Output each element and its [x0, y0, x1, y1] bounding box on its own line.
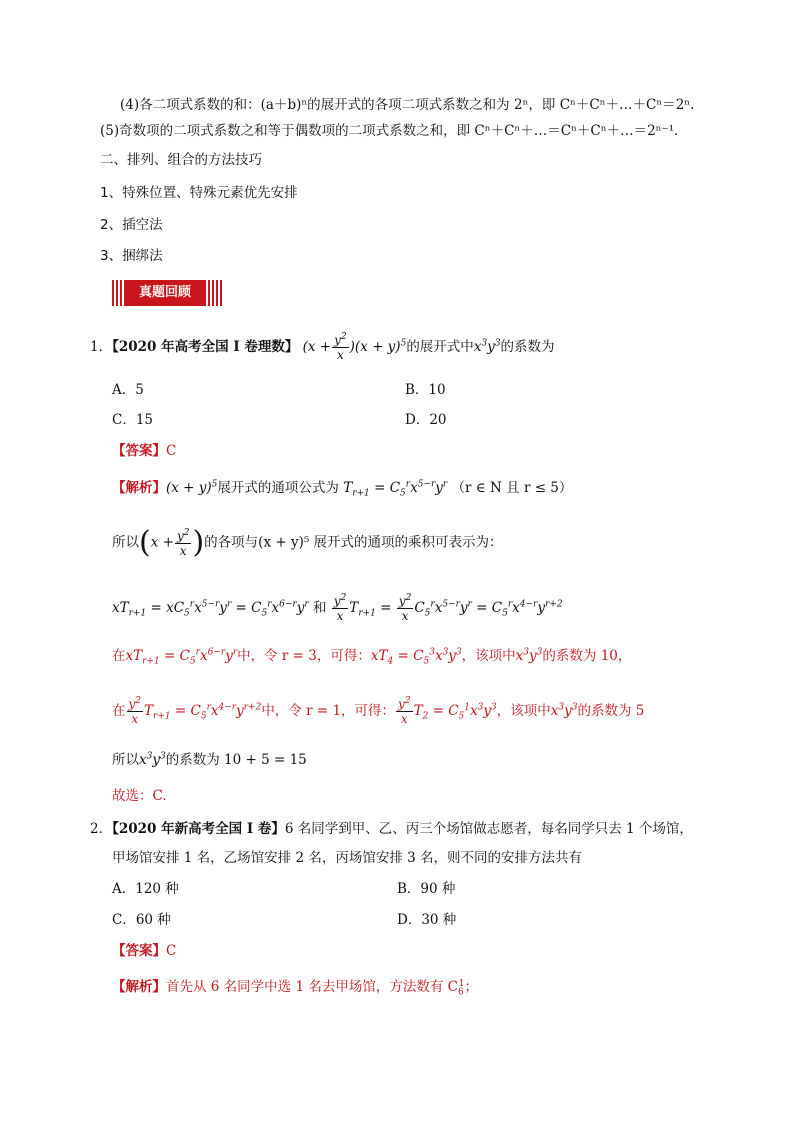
q2-answer-value: C: [166, 943, 177, 959]
q1-answer-tag: 【答案】: [112, 443, 166, 459]
q2-option-c: C．60 种: [112, 912, 171, 928]
q1-analysis-line3: $xT_{r+1} = xC_5^rx^{5-r}y^r = C_5^rx^{6-r}y^r$ 和 $\frac{y^2}{x}$ $T_{r+1}$ = $\frac{y^2}{x}$ $C_5^rx^{5-r}y^r = C_5^rx^{4-r}y^{r+2}$: [112, 593, 563, 623]
q2-option-b: B．90 种: [397, 881, 456, 897]
q1-l5-mid: 中，令 r = 1，可得：: [261, 703, 396, 719]
q1-answer: [112, 441, 176, 461]
q1-l4-mid: 中，令 r = 3，可得：: [237, 648, 371, 664]
q1-stem: 1．【2020 年高考全国 I 卷理数】 (x + $\frac{y^2}{x}$ )$(x + y)^5$的展开式中$x^3y^3$的系数为: [90, 332, 555, 362]
q2-source: 【2020 年新高考全国 I 卷】: [112, 821, 285, 837]
q1-l4-post: ，该项中: [461, 648, 516, 664]
q1-l4-end: 的系数为 10，: [542, 648, 632, 664]
q1-l4-pre: 在: [112, 648, 126, 664]
review-banner: [112, 280, 222, 306]
q1-sum: 所以$x^3y^3$的系数为 10 + 5 = 15: [112, 751, 307, 768]
q1-analysis-line1: 【解析】$(x + y)^5$展开式的通项公式为 $T_{r+1} = C_5^rx^{5-r}y^r$ （r ∈ N 且 r ≤ 5）: [112, 479, 573, 499]
q1-fraction: $\frac{y^2}{x}$: [334, 332, 347, 362]
q1-analysis-line5: 在 $\frac{y^2}{x}$ $T_{r+1} = C_5^rx^{4-r}y^{r+2}$中，令 r = 1，可得： $\frac{y^2}{x}$ $T_2 = C_5^1x^3y^3$，该项中$x^3y^3$的系数为 5: [112, 696, 645, 726]
tip-1: 1、特殊位置、特殊元素优先安排: [100, 185, 298, 201]
q1-choose: 故选：C.: [112, 788, 167, 804]
q2-analysis-tag: 【解析】: [112, 979, 166, 995]
q1-l5-end: 的系数为 5: [577, 703, 645, 719]
q1-analysis-line4: 在$xT_{r+1} = C_5^rx^{6-r}y^r$中，令 r = 3，可得：$xT_4 = C_5^3x^3y^3$，该项中$x^3y^3$的系数为 10，: [112, 647, 632, 667]
q2-stem-line1: [90, 819, 693, 839]
q1-analysis-l2-pre: 所以: [112, 534, 139, 551]
q2-option-d: D．30 种: [397, 912, 457, 928]
section-heading: 二、排列、组合的方法技巧: [100, 152, 262, 168]
tip-2: 2、插空法: [100, 217, 163, 233]
q1-stem-end: 的系数为: [500, 339, 555, 355]
q2-analysis: 【解析】首先从 6 名同学中选 1 名去甲场馆，方法数有 $C_6^1$；: [112, 978, 478, 998]
property-4: (4)各二项式系数的和：(a＋b)ⁿ的展开式的各项二项式系数之和为 2ⁿ，即 Cⁿ＋Cⁿ＋…＋Cⁿ＝2ⁿ.: [120, 97, 695, 113]
q1-analysis-mid: 展开式的通项公式为: [217, 480, 339, 496]
q2-stem-line2: 甲场馆安排 1 名，乙场馆安排 2 名，丙场馆安排 3 名，则不同的安排方法共有: [112, 850, 583, 866]
q2-stem1: 6 名同学到甲、乙、丙三个场馆做志愿者，每名同学只去 1 个场馆，: [284, 821, 693, 837]
q2-number: 2．: [90, 821, 113, 837]
q2-option-a: A．120 种: [112, 881, 179, 897]
q1-number: 1．: [90, 339, 113, 355]
q1-option-a: A．5: [112, 382, 144, 398]
q1-analysis-tag: 【解析】: [112, 480, 166, 496]
q1-stem-tail: 的展开式中: [406, 339, 474, 355]
q1-option-b: B．10: [405, 382, 446, 398]
q2-analysis-text: 首先从 6 名同学中选 1 名去甲场馆，方法数有 C: [166, 979, 458, 995]
q1-answer-value: C: [166, 443, 177, 459]
q1-and: 和: [312, 600, 327, 616]
q1-analysis-line2: 所以(x + $\frac{y^2}{x}$ )的各项与(x + y)⁵ 展开式的通项的乘积可表示为：: [112, 525, 503, 560]
q1-analysis-l2-post: 的各项与(x + y)⁵ 展开式的通项的乘积可表示为：: [204, 534, 503, 551]
q1-analysis-cond: （r ∈ N 且 r ≤ 5）: [451, 480, 573, 496]
tip-3: 3、捆绑法: [100, 248, 163, 264]
q1-source: 【2020 年高考全国 I 卷理数】: [112, 339, 299, 355]
q1-sum-pre: 所以: [112, 752, 139, 768]
q2-answer: [112, 941, 176, 961]
q1-option-d: D．20: [405, 412, 447, 428]
q1-l5-pre: 在: [112, 703, 126, 719]
property-5: (5)奇数项的二项式系数之和等于偶数项的二项式系数之和，即 Cⁿ＋Cⁿ＋…＝Cⁿ＋Cⁿ＋…＝2ⁿ⁻¹．: [100, 123, 688, 139]
q2-answer-tag: 【答案】: [112, 943, 166, 959]
q1-l5-post: ，该项中: [496, 703, 551, 719]
q1-sum-end: 的系数为 10 + 5 = 15: [165, 752, 307, 768]
q1-option-c: C．15: [112, 412, 154, 428]
review-banner-label: 真题回顾: [126, 280, 204, 306]
